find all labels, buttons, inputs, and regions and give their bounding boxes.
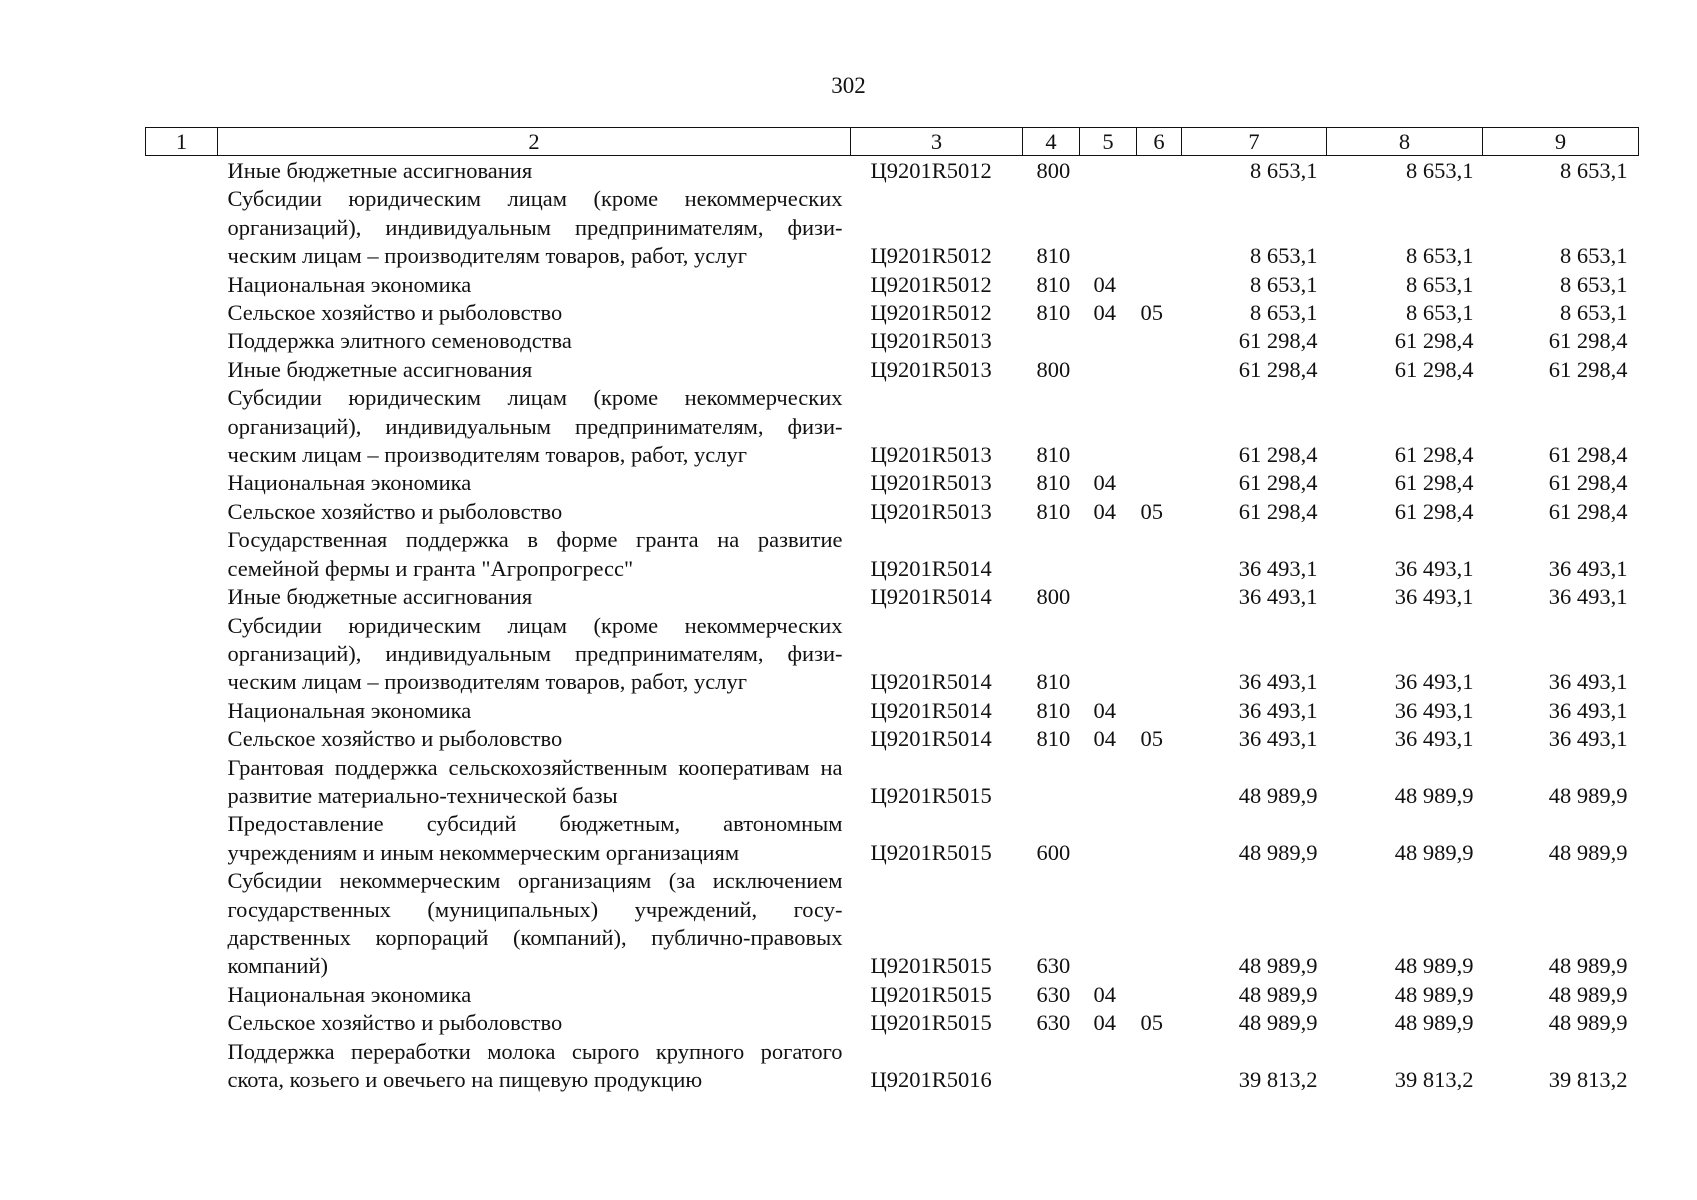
row-index-cell [146, 299, 218, 327]
amount-col9-cell: 8 653,1 [1560, 271, 1628, 297]
expense-type-cell [1023, 754, 1080, 811]
subsection-cell [1137, 981, 1182, 1009]
target-article-code-cell: Ц9201R5013 [870, 442, 992, 468]
subsection-cell [1137, 867, 1182, 981]
section-cell [1080, 1038, 1137, 1095]
target-article-code-cell: Ц9201R5014 [870, 726, 992, 752]
amount-col9-cell: 48 989,9 [1548, 1010, 1628, 1036]
table-header [146, 128, 1639, 156]
target-article-code-cell: Ц9201R5015 [870, 782, 992, 808]
amount-col7-cell: 61 298,4 [1238, 470, 1318, 496]
amount-col8-cell: 36 493,1 [1394, 584, 1474, 610]
expense-type-cell: 800 [1036, 584, 1071, 610]
expense-type-cell: 600 [1036, 839, 1071, 865]
section-cell: 04 [1093, 300, 1116, 326]
expense-type-cell: 810 [1036, 697, 1071, 723]
amount-col8-cell: 61 298,4 [1394, 442, 1474, 468]
row-name-cell: Поддержка переработки молока сырого крупного рогатого скота, козьего и овечьего на пищевую продукцию [227, 1038, 843, 1092]
section-cell: 04 [1093, 697, 1116, 723]
amount-col8-cell: 48 989,9 [1394, 1010, 1474, 1036]
expense-type-cell [1023, 327, 1080, 355]
row-name-cell: Иные бюджетные ассигнования [227, 158, 533, 183]
amount-col8-cell: 48 989,9 [1394, 953, 1474, 979]
subsection-cell [1137, 327, 1182, 355]
subsection-cell [1137, 583, 1182, 611]
amount-col8-cell: 36 493,1 [1394, 555, 1474, 581]
target-article-code-cell: Ц9201R5012 [870, 158, 992, 183]
row-name-cell: Национальная экономика [227, 470, 472, 496]
row-index-cell [146, 271, 218, 299]
section-cell [1080, 185, 1137, 270]
row-name-cell: Предоставление субсидий бюджетным, автономным учреждениям и иным некоммерческим организациям [227, 811, 843, 865]
table-row [146, 356, 1639, 384]
table-row [146, 583, 1639, 611]
column-header-4: 4 [1023, 128, 1080, 156]
expense-type-cell: 630 [1036, 1010, 1071, 1036]
section-cell [1080, 754, 1137, 811]
target-article-code-cell: Ц9201R5014 [870, 555, 992, 581]
row-name-cell: Сельское хозяйство и рыболовство [227, 498, 563, 524]
amount-col9-cell: 61 298,4 [1548, 356, 1628, 382]
column-header-2: 2 [218, 128, 851, 156]
row-index-cell [146, 810, 218, 867]
table-row [146, 526, 1639, 583]
expense-type-cell: 810 [1036, 442, 1071, 468]
amount-col9-cell: 48 989,9 [1548, 953, 1628, 979]
subsection-cell [1137, 156, 1182, 186]
amount-col8-cell: 61 298,4 [1394, 356, 1474, 382]
budget-table [145, 127, 1639, 1094]
row-index-cell [146, 526, 218, 583]
amount-col8-cell: 48 989,9 [1394, 839, 1474, 865]
amount-col8-cell: 8 653,1 [1406, 300, 1474, 326]
table-row [146, 185, 1639, 270]
amount-col9-cell: 39 813,2 [1548, 1067, 1628, 1092]
expense-type-cell [1023, 1038, 1080, 1095]
subsection-cell [1137, 612, 1182, 697]
subsection-cell [1137, 697, 1182, 725]
amount-col7-cell: 36 493,1 [1238, 584, 1318, 610]
amount-col7-cell: 61 298,4 [1238, 356, 1318, 382]
expense-type-cell: 810 [1036, 498, 1071, 524]
subsection-cell [1137, 356, 1182, 384]
subsection-cell: 05 [1140, 1010, 1163, 1036]
amount-col7-cell: 48 989,9 [1238, 1010, 1318, 1036]
target-article-code-cell: Ц9201R5014 [870, 669, 992, 695]
row-name-cell: Субсидии юридическим лицам (кроме некоммерческих организаций), индивидуальным предпринимателям, физическим лицам – производителям товаров, работ, услуг [227, 385, 843, 468]
amount-col8-cell: 39 813,2 [1394, 1067, 1474, 1092]
amount-col7-cell: 36 493,1 [1238, 555, 1318, 581]
section-cell: 04 [1093, 271, 1116, 297]
target-article-code-cell: Ц9201R5013 [870, 470, 992, 496]
table-row [146, 612, 1639, 697]
target-article-code-cell: Ц9201R5014 [870, 584, 992, 610]
row-index-cell [146, 156, 218, 186]
target-article-code-cell: Ц9201R5015 [870, 1010, 992, 1036]
section-cell [1080, 384, 1137, 469]
row-index-cell [146, 1038, 218, 1095]
amount-col7-cell: 48 989,9 [1238, 953, 1318, 979]
amount-col9-cell: 8 653,1 [1560, 300, 1628, 326]
expense-type-cell: 800 [1036, 158, 1071, 183]
section-cell [1080, 327, 1137, 355]
table-row [146, 271, 1639, 299]
subsection-cell [1137, 469, 1182, 497]
table-row [146, 384, 1639, 469]
expense-type-cell: 630 [1036, 953, 1071, 979]
expense-type-cell [1023, 526, 1080, 583]
section-cell [1080, 356, 1137, 384]
subsection-cell [1137, 810, 1182, 867]
amount-col9-cell: 8 653,1 [1560, 243, 1628, 269]
section-cell [1080, 810, 1137, 867]
section-cell: 04 [1093, 470, 1116, 496]
amount-col9-cell: 36 493,1 [1548, 726, 1628, 752]
row-index-cell [146, 697, 218, 725]
subsection-cell: 05 [1140, 726, 1163, 752]
section-cell [1080, 526, 1137, 583]
section-cell [1080, 583, 1137, 611]
expense-type-cell: 810 [1036, 271, 1071, 297]
amount-col9-cell: 61 298,4 [1548, 470, 1628, 496]
target-article-code-cell: Ц9201R5013 [870, 356, 992, 382]
amount-col8-cell: 8 653,1 [1406, 158, 1474, 183]
row-index-cell [146, 469, 218, 497]
table-row [146, 754, 1639, 811]
target-article-code-cell: Ц9201R5016 [870, 1067, 992, 1092]
expense-type-cell: 810 [1036, 470, 1071, 496]
amount-col8-cell: 48 989,9 [1394, 981, 1474, 1007]
amount-col7-cell: 8 653,1 [1250, 243, 1318, 269]
expense-type-cell: 810 [1036, 726, 1071, 752]
row-index-cell [146, 612, 218, 697]
section-cell: 04 [1093, 498, 1116, 524]
amount-col7-cell: 48 989,9 [1238, 782, 1318, 808]
target-article-code-cell: Ц9201R5015 [870, 839, 992, 865]
target-article-code-cell: Ц9201R5013 [870, 328, 992, 354]
subsection-cell [1137, 754, 1182, 811]
row-index-cell [146, 981, 218, 1009]
expense-type-cell: 810 [1036, 243, 1071, 269]
amount-col8-cell: 36 493,1 [1394, 726, 1474, 752]
subsection-cell [1137, 526, 1182, 583]
row-index-cell [146, 1009, 218, 1037]
amount-col8-cell: 8 653,1 [1406, 243, 1474, 269]
amount-col8-cell: 61 298,4 [1394, 328, 1474, 354]
subsection-cell [1137, 1038, 1182, 1095]
table-row [146, 1009, 1639, 1037]
amount-col7-cell: 39 813,2 [1238, 1067, 1318, 1092]
row-name-cell: Сельское хозяйство и рыболовство [227, 726, 563, 752]
amount-col9-cell: 61 298,4 [1548, 498, 1628, 524]
amount-col7-cell: 8 653,1 [1250, 158, 1318, 183]
row-name-cell: Поддержка элитного семеноводства [227, 328, 572, 354]
expense-type-cell: 810 [1036, 669, 1071, 695]
table-row [146, 469, 1639, 497]
row-index-cell [146, 356, 218, 384]
table-row [146, 1038, 1639, 1095]
column-header-8: 8 [1327, 128, 1483, 156]
row-index-cell [146, 185, 218, 270]
amount-col8-cell: 48 989,9 [1394, 782, 1474, 808]
table-row [146, 697, 1639, 725]
table-row [146, 810, 1639, 867]
amount-col7-cell: 61 298,4 [1238, 498, 1318, 524]
target-article-code-cell: Ц9201R5015 [870, 981, 992, 1007]
amount-col7-cell: 48 989,9 [1238, 839, 1318, 865]
row-index-cell [146, 583, 218, 611]
amount-col7-cell: 8 653,1 [1250, 300, 1318, 326]
section-cell: 04 [1093, 981, 1116, 1007]
amount-col8-cell: 61 298,4 [1394, 498, 1474, 524]
row-name-cell: Иные бюджетные ассигнования [227, 584, 533, 610]
row-name-cell: Субсидии юридическим лицам (кроме некоммерческих организаций), индивидуальным предпринимателям, физическим лицам – производителям товаров, работ, услуг [227, 186, 843, 269]
section-cell: 04 [1093, 726, 1116, 752]
column-header-7: 7 [1182, 128, 1327, 156]
row-name-cell: Субсидии некоммерческим организациям (за исключением государственных (муниципальных) учреждений, государственных корпораций (компаний), публично-правовых компаний) [227, 868, 843, 979]
row-index-cell [146, 725, 218, 753]
target-article-code-cell: Ц9201R5012 [870, 243, 992, 269]
table-row [146, 981, 1639, 1009]
row-name-cell: Национальная экономика [227, 697, 472, 723]
row-index-cell [146, 327, 218, 355]
table-row [146, 327, 1639, 355]
row-index-cell [146, 867, 218, 981]
amount-col8-cell: 8 653,1 [1406, 271, 1474, 297]
target-article-code-cell: Ц9201R5013 [870, 498, 992, 524]
amount-col7-cell: 36 493,1 [1238, 669, 1318, 695]
section-cell [1080, 867, 1137, 981]
expense-type-cell: 630 [1036, 981, 1071, 1007]
subsection-cell: 05 [1140, 498, 1163, 524]
amount-col9-cell: 61 298,4 [1548, 442, 1628, 468]
amount-col8-cell: 36 493,1 [1394, 697, 1474, 723]
row-index-cell [146, 384, 218, 469]
target-article-code-cell: Ц9201R5012 [870, 271, 992, 297]
amount-col9-cell: 48 989,9 [1548, 782, 1628, 808]
row-name-cell: Государственная поддержка в форме гранта на развитие семейной фермы и гранта "Агропрогресс" [227, 527, 843, 581]
section-cell [1080, 612, 1137, 697]
amount-col7-cell: 36 493,1 [1238, 726, 1318, 752]
column-header-3: 3 [851, 128, 1023, 156]
column-header-5: 5 [1080, 128, 1137, 156]
subsection-cell [1137, 384, 1182, 469]
column-number-row [146, 128, 1639, 156]
row-name-cell: Национальная экономика [227, 271, 472, 297]
subsection-cell [1137, 271, 1182, 299]
amount-col7-cell: 8 653,1 [1250, 271, 1318, 297]
column-header-6: 6 [1137, 128, 1182, 156]
amount-col9-cell: 36 493,1 [1548, 584, 1628, 610]
amount-col8-cell: 61 298,4 [1394, 470, 1474, 496]
amount-col9-cell: 48 989,9 [1548, 839, 1628, 865]
amount-col9-cell: 61 298,4 [1548, 328, 1628, 354]
row-index-cell [146, 498, 218, 526]
section-cell [1080, 156, 1137, 186]
table-row [146, 498, 1639, 526]
table-row [146, 725, 1639, 753]
target-article-code-cell: Ц9201R5014 [870, 697, 992, 723]
page-number: 302 [831, 73, 866, 98]
row-name-cell: Грантовая поддержка сельскохозяйственным кооперативам на развитие материально-технической базы [227, 754, 843, 808]
column-header-9: 9 [1483, 128, 1639, 156]
row-name-cell: Субсидии юридическим лицам (кроме некоммерческих организаций), индивидуальным предпринимателям, физическим лицам – производителям товаров, работ, услуг [227, 612, 843, 695]
subsection-cell [1137, 185, 1182, 270]
amount-col7-cell: 36 493,1 [1238, 697, 1318, 723]
target-article-code-cell: Ц9201R5015 [870, 953, 992, 979]
row-name-cell: Иные бюджетные ассигнования [227, 356, 533, 382]
amount-col9-cell: 48 989,9 [1548, 981, 1628, 1007]
expense-type-cell: 810 [1036, 300, 1071, 326]
amount-col8-cell: 36 493,1 [1394, 669, 1474, 695]
amount-col7-cell: 48 989,9 [1238, 981, 1318, 1007]
row-name-cell: Сельское хозяйство и рыболовство [227, 1010, 563, 1036]
amount-col7-cell: 61 298,4 [1238, 442, 1318, 468]
amount-col9-cell: 8 653,1 [1560, 158, 1628, 183]
row-index-cell [146, 754, 218, 811]
row-name-cell: Сельское хозяйство и рыболовство [227, 300, 563, 326]
row-name-cell: Национальная экономика [227, 981, 472, 1007]
section-cell: 04 [1093, 1010, 1116, 1036]
column-header-1: 1 [146, 128, 218, 156]
table-row [146, 156, 1639, 186]
amount-col9-cell: 36 493,1 [1548, 555, 1628, 581]
table-row [146, 299, 1639, 327]
amount-col9-cell: 36 493,1 [1548, 697, 1628, 723]
amount-col7-cell: 61 298,4 [1238, 328, 1318, 354]
table-body [146, 156, 1639, 1095]
amount-col9-cell: 36 493,1 [1548, 669, 1628, 695]
expense-type-cell: 800 [1036, 356, 1071, 382]
subsection-cell: 05 [1140, 300, 1163, 326]
table-row [146, 867, 1639, 981]
target-article-code-cell: Ц9201R5012 [870, 300, 992, 326]
